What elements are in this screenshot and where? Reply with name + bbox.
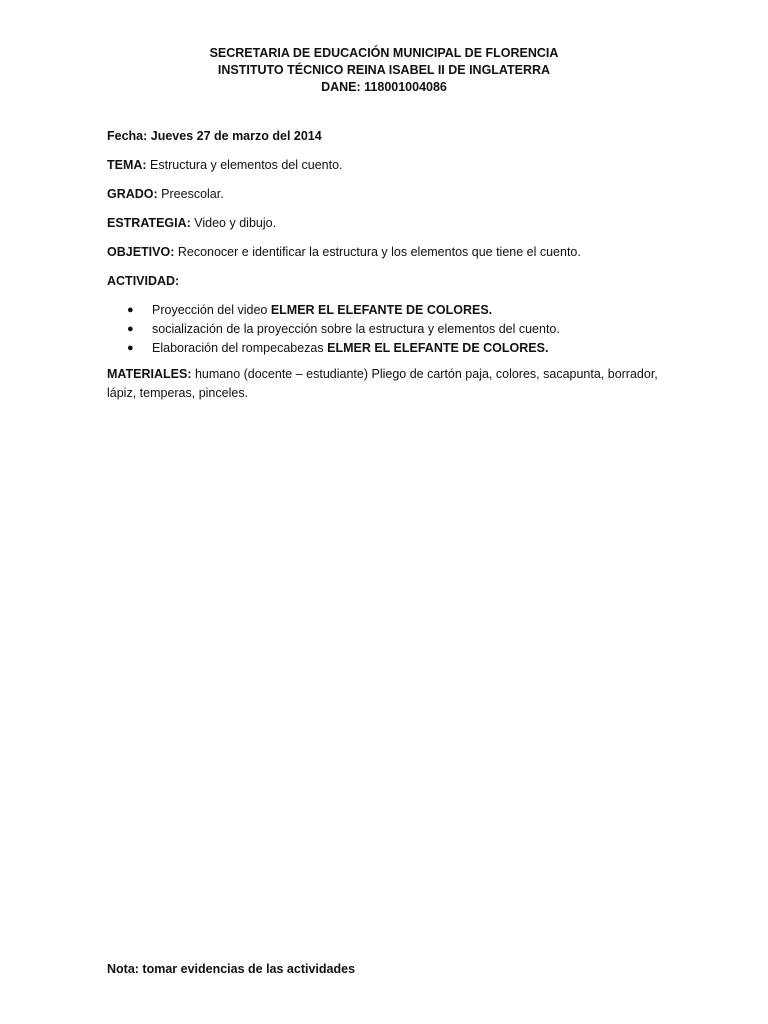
list-item-text: Elaboración del rompecabezas [152,341,328,355]
materiales-paragraph [107,365,677,403]
actividad-line [107,273,677,290]
list-item-bold: ELMER EL ELEFANTE DE COLORES. [270,303,493,317]
tema-label: TEMA: [107,158,147,172]
bullet-icon: ● [127,304,134,316]
materiales-value: humano (docente – estudiante) Pliego de cartón paja, colores, sacapunta, borrador, lápiz, temperas, pinceles. [107,367,658,400]
bullet-icon: ● [127,342,134,354]
estrategia-line [107,215,677,232]
tema-value: Estructura y elementos del cuento. [146,158,343,172]
list-item [107,321,677,338]
materiales-label: MATERIALES: [107,367,192,381]
tema-line [107,157,677,174]
list-item [107,302,677,319]
document-header [0,45,768,96]
list-item [107,340,677,357]
list-item-text: Proyección del video [152,303,271,317]
fecha-text: Fecha: Jueves 27 de marzo del 2014 [107,129,322,143]
objetivo-line [107,244,677,261]
objetivo-value: Reconocer e identificar la estructura y los elementos que tiene el cuento. [174,245,581,259]
objetivo-label: OBJETIVO: [107,245,175,259]
header-instituto: INSTITUTO TÉCNICO REINA ISABEL II DE INGLATERRA [217,63,551,77]
nota-footer [107,961,355,978]
list-item-bold: ELMER EL ELEFANTE DE COLORES. [327,341,549,355]
estrategia-value: Video y dibujo. [190,216,277,230]
nota-text: Nota: tomar evidencias de las actividades [107,962,356,976]
grado-line [107,186,677,203]
grado-label: GRADO: [107,187,158,201]
list-item-text: socialización de la proyección sobre la estructura y elementos del cuento. [152,322,560,336]
bullet-icon: ● [127,323,134,335]
actividad-label: ACTIVIDAD: [107,274,180,288]
actividad-list [107,302,677,357]
grado-value: Preescolar. [157,187,224,201]
document-body [107,128,677,415]
fecha-line [107,128,677,145]
estrategia-label: ESTRATEGIA: [107,216,191,230]
header-dane: DANE: 118001004086 [321,80,447,94]
header-secretaria: SECRETARIA DE EDUCACIÓN MUNICIPAL DE FLORENCIA [209,46,559,60]
